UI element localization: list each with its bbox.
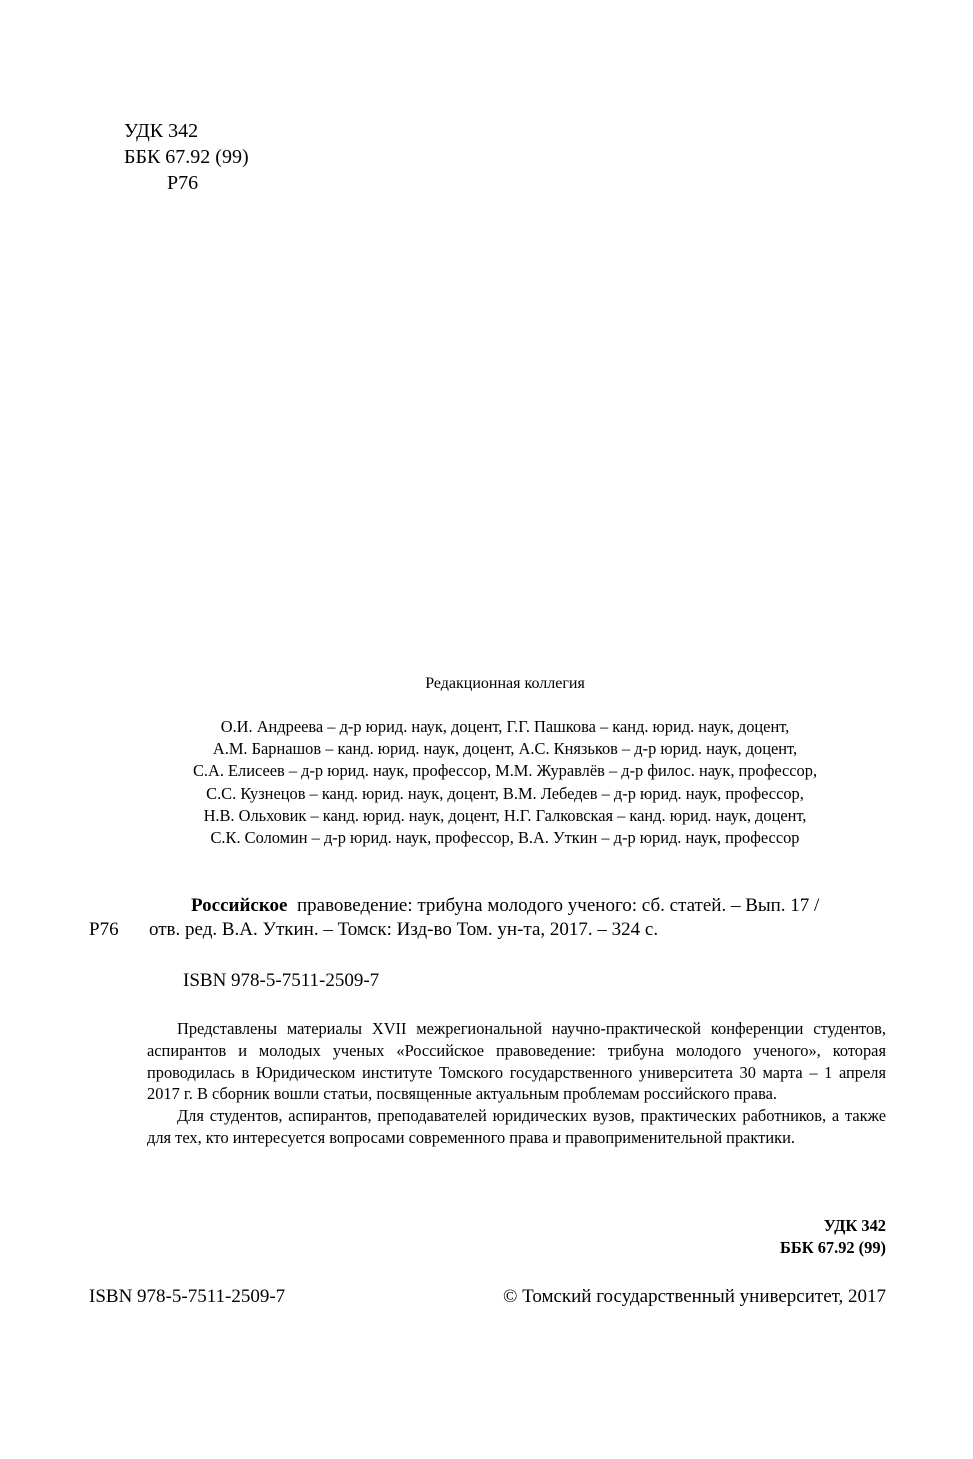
editorial-board-title: Редакционная коллегия (425, 675, 585, 692)
copyright-notice: © Томский государственный университет, 2017 (502, 1286, 886, 1307)
bbk-code-bottom: ББК 67.92 (99) (780, 1238, 886, 1257)
biblio-line-2: отв. ред. В.А. Уткин. – Томск: Изд-во Том. ун-та, 2017. – 324 с. (149, 919, 659, 940)
biblio-mark: Р76 (89, 919, 119, 940)
editorial-board-line: С.А. Елисеев – д-р юрид. наук, профессор, М.М. Журавлёв – д-р филос. наук, профессор, (192, 761, 818, 781)
editorial-board-line: А.М. Барнашов – канд. юрид. наук, доцент, А.С. Князьков – д-р юрид. наук, доцент, (212, 739, 798, 759)
biblio-line-1 (191, 896, 819, 915)
editorial-board-line: С.С. Кузнецов – канд. юрид. наук, доцент, В.М. Лебедев – д-р юрид. наук, профессор, (206, 783, 804, 803)
editorial-board-line: С.К. Соломин – д-р юрид. наук, профессор, В.А. Уткин – д-р юрид. наук, профессор (210, 828, 800, 848)
annotation (147, 1018, 886, 1149)
biblio-title-rest: правоведение: трибуна молодого ученого: сб. статей. – Вып. 17 / (296, 895, 820, 916)
biblio-isbn: ISBN 978-5-7511-2509-7 (183, 970, 380, 991)
udk-bbk-bottom (780, 1215, 886, 1259)
annotation-paragraph: Для студентов, аспирантов, преподавателей юридических вузов, практических работников, а также для тех, кто интересуется вопросами современного права и правоприменительной практики. (147, 1106, 886, 1147)
editorial-board-list (0, 716, 973, 849)
bbk-code: ББК 67.92 (99) (124, 146, 249, 168)
annotation-paragraph: Представлены материалы XVII межрегиональной научно-практической конференции студентов, аспирантов и молодых ученых «Российское правоведение: трибуна молодого ученого», которая проводилась в Юридическом институте Томского государственного университета 30 марта – 1 апреля 2017 г. В сборник вошли статьи, посвященные актуальным проблемам российского права. (147, 1019, 886, 1104)
editorial-board-line: О.И. Андреева – д-р юрид. наук, доцент, Г.Г. Пашкова – канд. юрид. наук, доцент, (220, 717, 790, 736)
udk-code-bottom: УДК 342 (823, 1216, 886, 1235)
editorial-board-line: Н.В. Ольховик – канд. юрид. наук, доцент, Н.Г. Галковская – канд. юрид. наук, доцент, (203, 805, 807, 825)
udk-code: УДК 342 (124, 120, 199, 142)
footer-isbn: ISBN 978-5-7511-2509-7 (89, 1286, 286, 1307)
biblio-title-bold: Российское (191, 895, 288, 916)
author-mark: Р76 (167, 172, 199, 194)
